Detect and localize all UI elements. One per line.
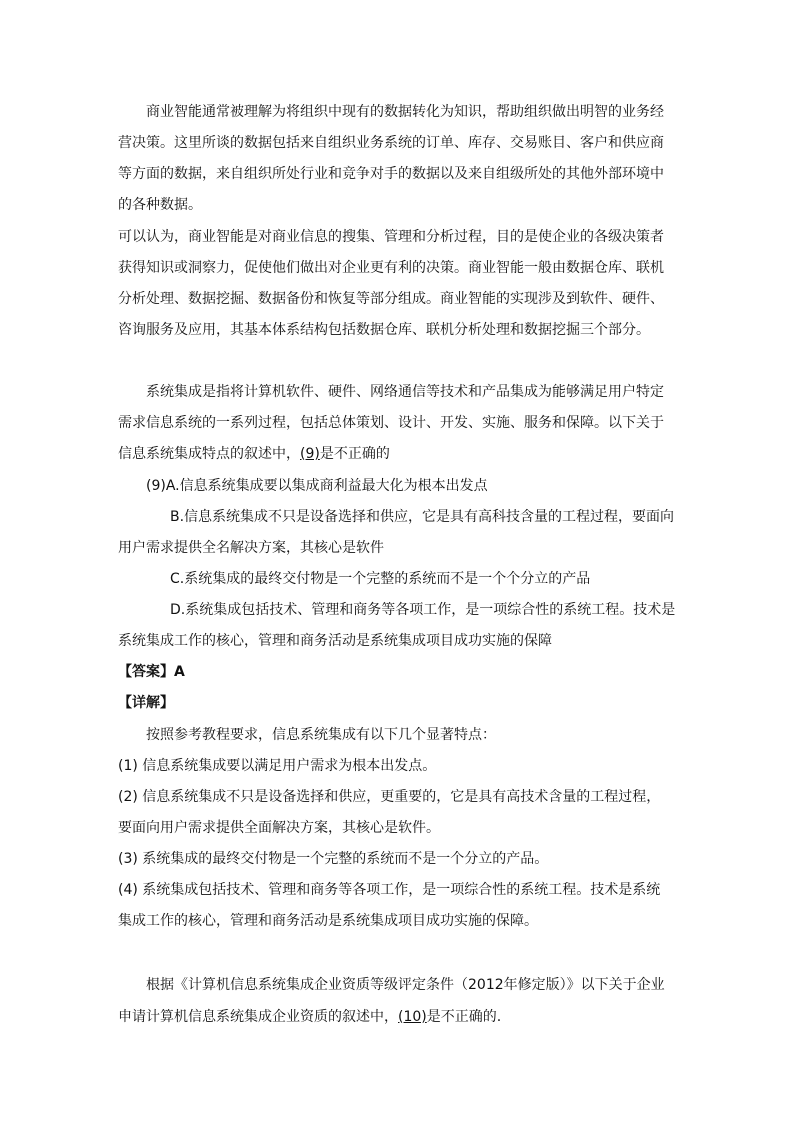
bi-paragraph-line: 咨询服务及应用，其基本体系结构包括数据仓库、联机分析处理和数据挖掘三个部分。 xyxy=(118,322,650,338)
detail-line: 集成工作的核心，管理和商务活动是系统集成项目成功实施的保障。 xyxy=(118,913,538,929)
bi-paragraph-line: 的各种数据。 xyxy=(118,197,202,213)
detail-label: 【详解】 xyxy=(118,695,174,711)
detail-line: (3) 系统集成的最终交付物是一个完整的系统而不是一个分立的产品。 xyxy=(118,851,549,867)
q9-option-a: (9)A.信息系统集成要以集成商利益最大化为根本出发点 xyxy=(146,478,488,494)
q9-stem-line xyxy=(118,445,390,463)
detail-line: (4) 系统集成包括技术、管理和商务等各项工作，是一项综合性的系统工程。技术是系统 xyxy=(118,882,661,898)
q9-option-d-cont: 系统集成工作的核心，管理和商务活动是系统集成项目成功实施的保障 xyxy=(118,633,552,649)
q10-stem-line: 根据《计算机信息系统集成企业资质等级评定条件（2012年修定版）》以下关于企业 xyxy=(146,977,665,993)
detail-line: (1) 信息系统集成要以满足用户需求为根本出发点。 xyxy=(118,758,437,774)
q9-stem-line: 系统集成是指将计算机软件、硬件、网络通信等技术和产品集成为能够满足用户特定 xyxy=(146,384,664,400)
q9-option-d: D.系统集成包括技术、管理和商务等各项工作，是一项综合性的系统工程。技术是 xyxy=(170,602,676,618)
q10-stem-line xyxy=(118,1008,501,1026)
q9-stem-text: 信息系统集成特点的叙述中， xyxy=(118,446,300,462)
q9-stem-line: 需求信息系统的一系列过程，包括总体策划、设计、开发、实施、服务和保障。以下关于 xyxy=(118,415,664,431)
bi-paragraph-line: 可以认为，商业智能是对商业信息的搜集、管理和分析过程，目的是使企业的各级决策者 xyxy=(118,229,664,245)
detail-line: 要面向用户需求提供全面解决方案，其核心是软件。 xyxy=(118,820,440,836)
q9-stem-text: 是不正确的 xyxy=(319,446,390,462)
bi-paragraph-line: 等方面的数据，来自组织所处行业和竞争对手的数据以及来自组级所处的其他外部环境中 xyxy=(118,166,664,182)
q10-blank: (10) xyxy=(398,1009,427,1025)
q9-option-b-cont: 用户需求提供全名解决方案，其核心是软件 xyxy=(118,540,384,556)
q9-blank: (9) xyxy=(300,446,320,462)
q10-stem-text: 申请计算机信息系统集成企业资质的叙述中， xyxy=(118,1009,398,1025)
detail-line: (2) 信息系统集成不只是设备选择和供应，更重要的，它是具有高技术含量的工程过程， xyxy=(118,789,661,805)
q9-option-b: B.信息系统集成不只是设备选择和供应，它是具有高科技含量的工程过程，要面向 xyxy=(170,509,675,525)
q10-stem-text: 是不正确的. xyxy=(426,1009,502,1025)
bi-paragraph-line: 营决策。这里所谈的数据包括来自组织业务系统的订单、库存、交易账目、客户和供应商 xyxy=(118,135,664,151)
q9-option-c: C.系统集成的最终交付物是一个完整的系统而不是一个个分立的产品 xyxy=(170,571,591,587)
bi-paragraph-line: 商业智能通常被理解为将组织中现有的数据转化为知识，帮助组织做出明智的业务经 xyxy=(146,104,664,120)
answer-label: 【答案】A xyxy=(118,664,185,680)
bi-paragraph-line: 分析处理、数据挖掘、数据备份和恢复等部分组成。商业智能的实现涉及到软件、硬件、 xyxy=(118,291,664,307)
detail-line: 按照参考教程要求，信息系统集成有以下几个显著特点： xyxy=(146,727,496,743)
bi-paragraph-line: 获得知识或洞察力，促使他们做出对企业更有利的决策。商业智能一般由数据仓库、联机 xyxy=(118,260,664,276)
